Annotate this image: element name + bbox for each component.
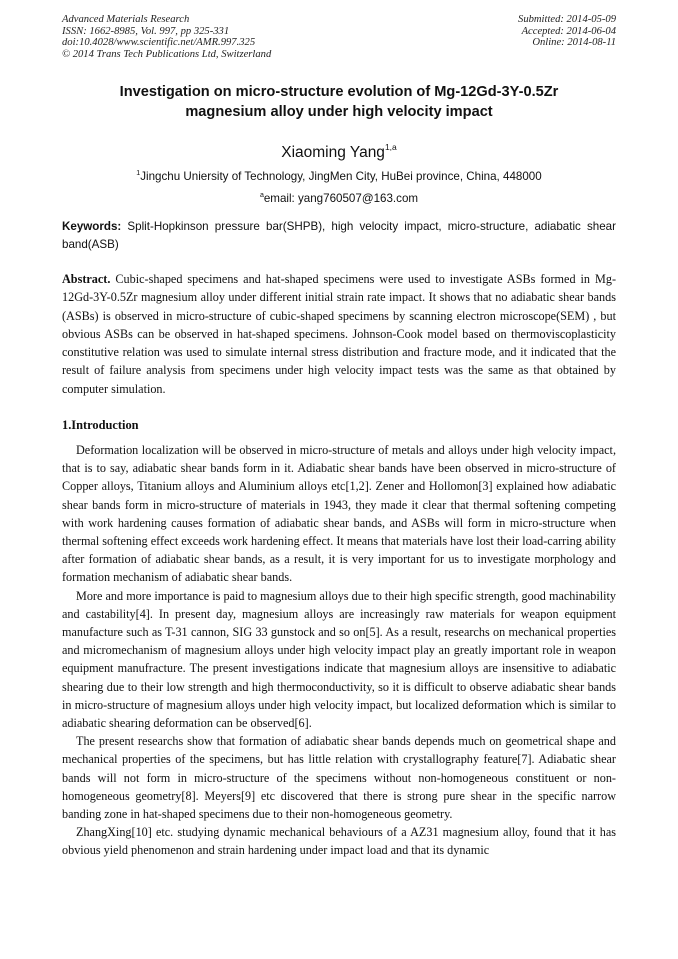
introduction-body xyxy=(62,441,616,860)
title-line-1: Investigation on micro-structure evolution of Mg-12Gd-3Y-0.5Zr xyxy=(119,84,559,100)
body-paragraph: ZhangXing[10] etc. studying dynamic mechanical behaviours of a AZ31 magnesium alloy, found that it has obvious yield phenomenon and strain hardening under impact load and that its dynamic xyxy=(62,825,616,858)
journal-info xyxy=(62,14,271,60)
email-line xyxy=(62,186,616,208)
abstract-paragraph xyxy=(62,270,616,398)
body-paragraph: Deformation localization will be observed in micro-structure of metals and alloys under high velocity impact, that is to say, adiabatic shear bands form in it. Adiabatic shear bands have been observed in micro-structure of Copper alloys, Titanium alloys and Aluminium alloys etc[1,2]. Zener and Hollomon[3] explained how adiabatic shear bands form in micro-structure of materials in 1943, they made it clear that thermal softening competing with work hardening causes formation of adiabatic shear bands, and ASBs will form in micro-structure when thermal softening effect exceeds work hardening effect. It means that materials have lost their load-carring ability after formation of adiabatic shear bands, as a result, it is very important for us to investigate morphology and formation mechanism of adiabatic shear bands. xyxy=(62,443,616,585)
section-heading-introduction: 1.Introduction xyxy=(62,418,139,432)
online-date: Online: 2014-08-11 xyxy=(532,37,616,48)
email-superscript: a xyxy=(259,192,264,199)
body-paragraph: More and more importance is paid to magnesium alloys due to their high specific strength, good machinability and castability[4]. In present day, magnesium alloys are increasingly raw materials for weapon equipment manufacture such as T-31 cannon, SIG 33 gunstock and so on[5]. As a result, researchs on mechanical properties and micromechanism of magnesium alloys under high velocity impact play an greatly important role in weapon equipment manufracture. The present investigations indicate that magnesium alloys are insensitive to adiabatic shearing due to their low strength and high thermoconductivity, so it is difficult to observe adiabatic shear bands in micro-structure of magnesium alloys under high velocity impact, but localized deformation which is similar to adiabatic shearing deformation can be observed[6]. xyxy=(62,588,616,731)
keywords-text: Split-Hopkinson pressure bar(SHPB), high velocity impact, micro-structure, adiabatic shear band(ASB) xyxy=(62,220,616,251)
institution-line xyxy=(62,164,616,186)
email-text: email: yang760507@163.com xyxy=(263,192,419,205)
author-superscript: 1,a xyxy=(384,142,397,152)
doi-line: doi:10.4028/www.scientific.net/AMR.997.325 xyxy=(62,37,256,48)
author-name: Xiaoming Yang xyxy=(281,144,385,161)
publication-dates xyxy=(518,14,616,49)
institution-superscript: 1 xyxy=(136,170,141,177)
keywords-paragraph xyxy=(62,218,616,254)
copyright-line: © 2014 Trans Tech Publications Ltd, Switzerland xyxy=(62,48,272,60)
affiliation-block xyxy=(62,164,616,208)
submitted-date: Submitted: 2014-05-09 xyxy=(518,14,616,25)
journal-name: Advanced Materials Research xyxy=(62,14,190,25)
author-line xyxy=(62,137,616,163)
paper-title xyxy=(62,82,616,122)
abstract-label: Abstract. xyxy=(62,272,111,286)
body-paragraph: The present researchs show that formation of adiabatic shear bands depends much on geometrical shape and mechanical properties of the specimens, but has little relation with crystallography feature[7]. Adiabatic shear bands will not form in micro-structure of the specimens without non-homogeneous constituent or non-homogeneous geometry[8]. Meyers[9] etc discovered that there is strong pure shear in the specific narrow banding zone in hat-shaped specimens due to their non-homogeneous geometry. xyxy=(62,734,616,822)
issn-line: ISSN: 1662-8985, Vol. 997, pp 325-331 xyxy=(62,25,230,37)
title-line-2: magnesium alloy under high velocity impact xyxy=(185,104,493,120)
keywords-label: Keywords: xyxy=(62,220,122,233)
accepted-date: Accepted: 2014-06-04 xyxy=(521,25,616,37)
abstract-text: Cubic-shaped specimens and hat-shaped specimens were used to investigate ASBs formed in Mg-12Gd-3Y-0.5Zr magnesium alloy under different initial strain rate impact. It shows that no adiabatic shear bands (ASBs) is observed in micro-structure of cubic-shaped specimens by scanning electron microscope(SEM) , but obvious ASBs can be observed in hat-shaped specimens. Johnson-Cook model based on thermoviscoplasticity constitutive relation was used to simulate internal stress distribution and fracture mode, and it indicated that the result of failure analysis from specimens under high velocity impact tests was the same as that obtained by computer simulation. xyxy=(62,272,616,396)
institution-text: Jingchu Uniersity of Technology, JingMen City, HuBei province, China, 448000 xyxy=(140,170,542,183)
